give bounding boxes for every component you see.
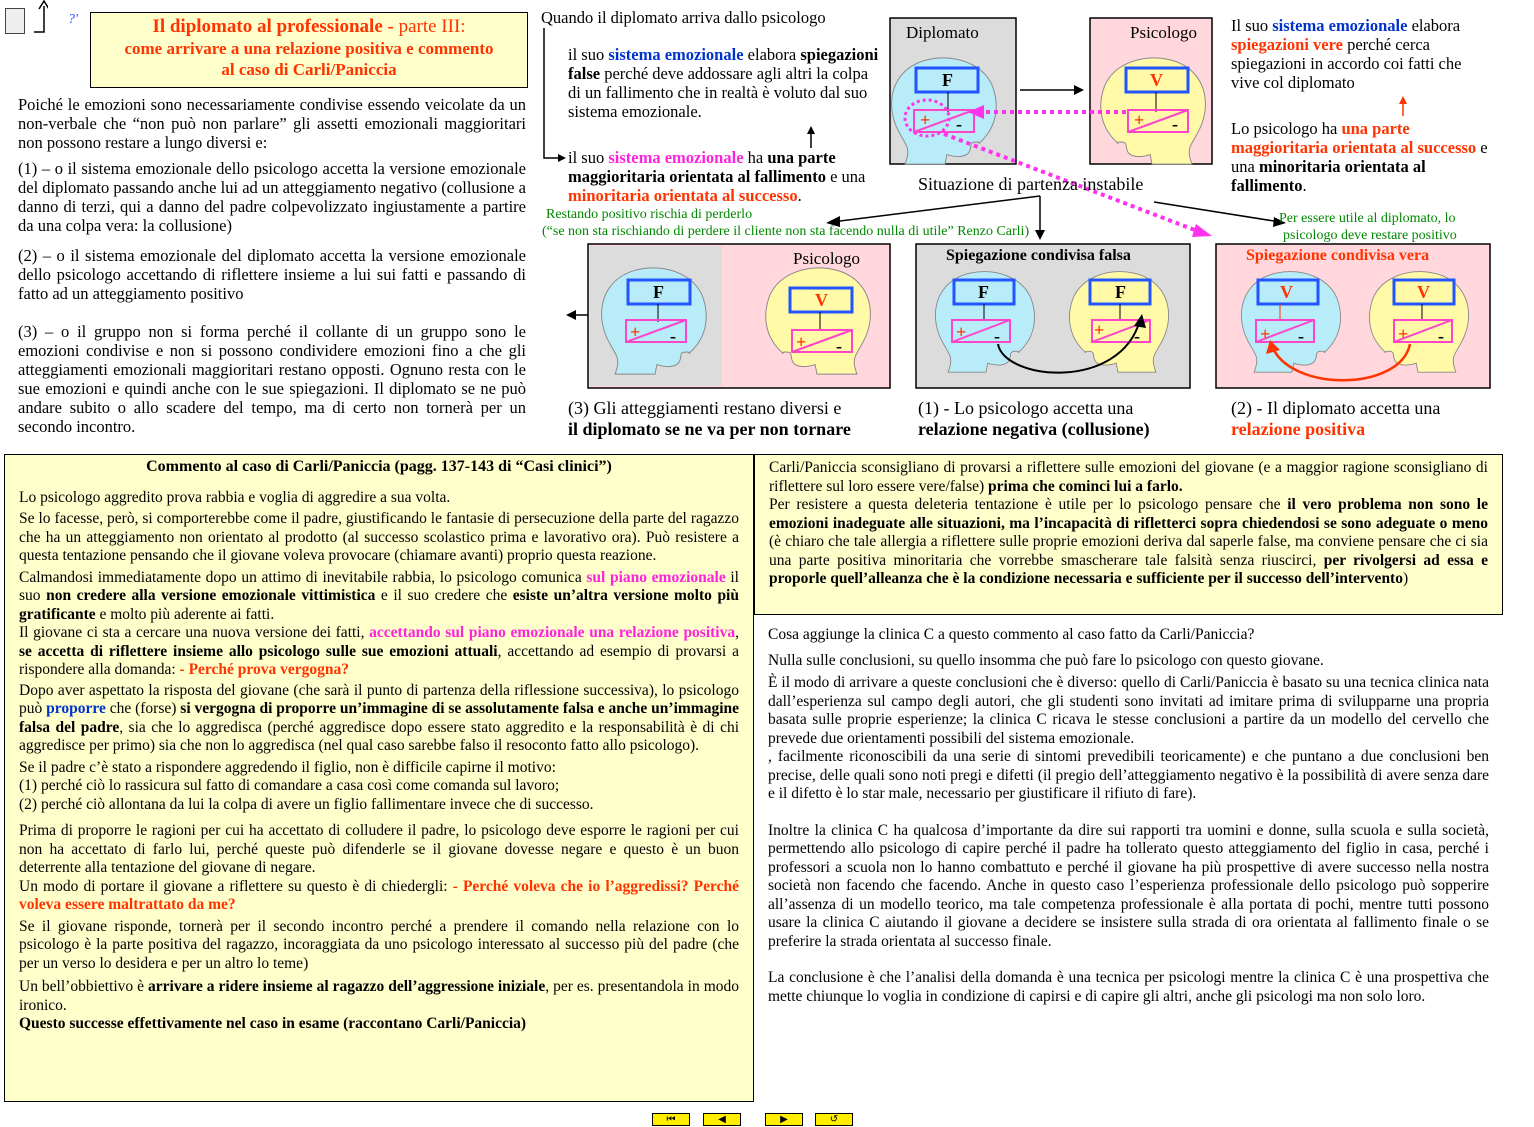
label-true: Spiegazione condivisa vera <box>1246 247 1430 264</box>
rb-p2: È il modo di arrivare a queste conclusioni che è diverso: quello di Carli/Paniccia è basato su una tecnica clinica nata dall’esperienza sul campo degli autori, che gli studenti sono invitati ad imitare prima di svilupparne una propria basata sulle proprie esperienze; la clinica C ricava le stesse conclusioni a partire da un modello del cervello che prevede due orientamenti possibili del sistema emozionale. <box>768 674 1489 747</box>
svg-text:+: + <box>1094 320 1105 340</box>
comment-p4: Il giovane ci sta a cercare una nuova versione dei fatti, accettando sul piano emozionale una relazione positiva, se accetta di riflettere insieme allo psicologo sulle sue emozioni attuali, accettando ad esempio di provarsi a rispondere alla domanda: - Perché prova vergogna? <box>19 624 739 678</box>
prev-page-button[interactable]: ◀ <box>703 1113 741 1126</box>
label-useful2: psicologo deve restare positivo <box>1283 228 1457 243</box>
page-subtitle: come arrivare a una relazione positiva e commento al caso di Carli/Paniccia <box>124 39 494 79</box>
rb-p5: La conclusione è che l’analisi della domanda è una tecnica per psicologi mentre la clinica C è una prospettiva che mette chiunque lo voglia in condizione di capirsi e di capire gli altri, anche gli psicologi ma non solo loro. <box>768 969 1489 1005</box>
svg-text:+: + <box>1260 324 1271 344</box>
svg-text:V: V <box>1280 282 1293 302</box>
scheme-d1: il suo sistema emozionale elabora spiegazioni false perché deve addossare agli altri la colpa di un fallimento che in realtà è voluto dal suo sistema emozionale. <box>568 45 879 121</box>
label-psicologo: Psicologo <box>1130 23 1198 42</box>
comment-p2: Se lo facesse, però, si comporterebbe come il padre, giustificando le fantasie di persecuzione della parte del ragazzo che ha un atteggiamento non orientato al prodotto (al successo scolastico prima e lavorativo ora). Può resistere a questa tentazione pensando che il giovane voleva provocare (chiamare avanti) proprio questa reazione. <box>19 510 739 564</box>
intro-p0: Poiché le emozioni sono necessariamente condivise essendo veicolate da un non-verbale che “non può non parlare” gli assetti emozionali maggioritari non possono restare a lungo diversi e: <box>18 95 526 152</box>
comment-p11: Questo successe effettivamente nel caso in esame (raccontano Carli/Paniccia) <box>19 1015 527 1032</box>
comment-p10: Un bell’obbiettivo è arrivare a ridere insieme al ragazzo dell’aggressione iniziale, per es. presentandola in modo ironico. <box>19 978 740 1014</box>
next-page-button[interactable]: ▶ <box>765 1113 803 1126</box>
label-useful1: Per essere utile al diplomato, lo <box>1279 211 1456 226</box>
caption-case2: (2) - Il diplomato accetta una relazione positiva <box>1231 398 1441 439</box>
page-title: Il diplomato al professionale - parte III: <box>152 16 466 37</box>
comment-p9: Se il giovane risponde, tornerà per il secondo incontro perché a prendere il comando nella relazione con lo psicologo è la parte positiva del ragazzo, incoraggiata da uno psicologo interessato al successo più del padre (che per un verso lo desidera e per un altro lo teme) <box>19 917 739 972</box>
back-button[interactable]: ↺ <box>815 1113 853 1126</box>
svg-text:F: F <box>653 282 664 302</box>
right-bottom <box>768 626 1489 1006</box>
comment-p3: Calmandosi immediatamente dopo un attimo di inevitabile rabbia, lo psicologo comunica sul piano emozionale il suo non credere alla versione emozionale vittimistica e il suo credere che esiste un’altra versione molto più gratificante e molto più aderente ai fatti. <box>19 568 739 623</box>
caption-case1: (1) - Lo psicologo accetta una relazione negativa (collusione) <box>918 398 1150 439</box>
svg-text:-: - <box>1298 326 1304 346</box>
svg-text:-: - <box>956 114 962 134</box>
label-false: Spiegazione condivisa falsa <box>946 247 1131 264</box>
label-risk2: (“se non sta rischiando di perdere il cliente non sta facendo nulla di utile” Renzo Carli) <box>542 224 1030 239</box>
label-F-start: F <box>942 70 953 90</box>
svg-text:-: - <box>670 326 676 346</box>
svg-text:-: - <box>836 336 842 356</box>
svg-text:+: + <box>630 322 641 342</box>
first-page-button[interactable]: ⏮ <box>652 1113 690 1126</box>
rb-p1: Nulla sulle conclusioni, su quello insomma che può fare lo psicologo con questo giovane. <box>768 651 1324 669</box>
comment-title: Commento al caso di Carli/Paniccia (pagg. 137-143 di “Casi clinici”) <box>146 458 612 475</box>
comment-box <box>4 454 754 1102</box>
comment-p7: Prima di proporre le ragioni per cui ha accettato di colludere il padre, lo psicologo deve esporre le ragioni per cui non ha accettato di farlo lui, perché queste può difenderle se il giovane dovesse negare e questo è un buon deterrente alla tentazione del giovane di negare. <box>19 822 739 876</box>
svg-text:+: + <box>796 332 807 352</box>
svg-text:F: F <box>1115 282 1126 302</box>
svg-text:+: + <box>956 322 967 342</box>
svg-text:-: - <box>994 326 1000 346</box>
svg-text:-: - <box>1438 326 1444 346</box>
label-diplomato: Diplomato <box>906 23 979 42</box>
svg-text:+: + <box>920 110 931 130</box>
scheme-r1: Il suo sistema emozionale elabora spiegazioni vere perché cerca spiegazioni in accordo coi fatti che vive col diplomato <box>1231 16 1462 92</box>
comment-p8: Un modo di portare il giovane a riflettere su questo è di chiedergli: - Perché voleva che io l’aggredissi? Perché voleva essere maltrattato da me? <box>19 877 739 913</box>
label-start: Situazione di partenza instabile <box>918 174 1144 194</box>
comment-p1: Lo psicologo aggredito prova rabbia e voglia di aggredire a sua volta. <box>19 488 451 506</box>
svg-text:V: V <box>1417 282 1430 302</box>
intro-p3: (3) – o il gruppo non si forma perché il collante di un gruppo sono le emozioni condivise e non si possono condividere emozioni fino a che gli atteggiamenti emozionali maggioritari restano opposti. Ognuno resta con le sue emozioni e quindi anche con le sue spiegazioni. Il diplomato se ne può andare subito o allo scadere del tempo, ma di certo non tornerà per un secondo incontro. <box>18 322 526 436</box>
intro-p2: (2) – o il sistema emozionale del diplomato accetta la versione emozionale dello psicologo accettando di riflettere insieme a lui sui fatti e passando di fatto ad un atteggiamento positivo <box>18 246 526 303</box>
comment-p6: Se il padre c’è stato a rispondere aggredendo il figlio, non è difficile capirne il motivo: (1) perché ciò lo rassicura sul fatto di comandare a casa così come comanda sul lavoro; (2) perché ciò allontana da lui la colpa di avere un figlio fallimentare invece che di successo. <box>19 758 594 813</box>
scheme-d2: il suo sistema emozionale ha una parte maggioritaria orientata al fallimento e una minoritaria orientata al successo. <box>568 148 866 205</box>
svg-text:V: V <box>815 290 828 310</box>
intro-p1: (1) – o il sistema emozionale dello psicologo accetta la versione emozionale del diplomato passando anche lui ad un atteggiamento negativo (collusione a danno di terzi, qui a danno del padre colpevolizzato ingiustamente a partire da una colpa vera: la collusione) <box>18 159 526 235</box>
svg-text:-: - <box>1134 326 1140 346</box>
scheme-when: Quando il diplomato arriva dallo psicologo <box>541 8 826 27</box>
rb-p4: Inoltre la clinica C ha qualcosa d’importante da dire sui rapporti tra uomini e donne, sulla scuola e sulla società, permettendo allo psicologo di capire perché il padre ha tollerato questo atteggiamento del figlio in casa, perché i professori a scuola non lo hanno combattuto e perché il giovane ha più prospettive di avere successo nella nostra società non facendo che facendo. Anche in questo caso l’esperienza professionale dello psicologo può sopperire all’assenza di un modello teorico, ma tale competenza professionale è alla portata di pochi, mentre tutti possono usare la clinica C aiutando il giovane a decidere se insistere sulla strada di ora orientata al fallimento finale o se preferire la strada orientata al successo finale. <box>768 821 1489 950</box>
scheme-r2: Lo psicologo ha una parte maggioritaria orientata al successo e una minoritaria orientata al fallimento. <box>1231 119 1488 195</box>
caption-case3: (3) Gli atteggiamenti restano diversi e il diplomato se ne va per non tornare <box>568 398 851 439</box>
comment-p5: Dopo aver aspettato la risposta del giovane (che sarà il punto di partenza della riflessione successiva), lo psicologo può proporre che (forse) si vergogna di proporre un’immagine di se assolutamente falsa e anche un’immagine falsa del padre, sia che lo aggredisca (perché aggredisce dopo essere stato aggredito e la responsabilità è di chi aggredisce per primo) sia che non lo aggredisca (nel qual caso sarebbe falso il resoconto fatto allo psicologo). <box>19 681 740 754</box>
svg-text:-: - <box>1172 114 1178 134</box>
svg-text:+: + <box>1398 324 1409 344</box>
label-risk1: Restando positivo rischia di perderlo <box>546 207 753 222</box>
rb-p3: , facilmente riconoscibili da una serie di sintomi prevedibili teoricamente) e che puntano a due conclusioni ben precise, delle quali sono noti pregi e difetti (il pregio dell’atteggiamento negativo è la possibilità di avere senza dare e il difetto è lo star male, necessario per giustificare il rifiuto di fare). <box>768 748 1489 802</box>
right-top-box: Carli/Paniccia sconsigliano di provarsi a riflettere sulle emozioni del giovane (e a maggior ragione sconsigliano di riflettere sul loro essere vere/false) prima che cominci lui a farlo. Per resistere a questa deleteria tentazione è utile per lo psicologo pensare che il vero problema non sono le emozioni inadeguate alle situazioni, ma l’incapacità di rifletterci sopra chiedendosi se sono adeguate o meno (è chiaro che tale allergia a riflettere sulle proprie emozioni deriva dal saperle false, ma conviene pensare che ci sia una parte positiva minoritaria che vorrebbe smascherare tale falsità senza riuscirci, per rivolgersi ad essa e proporle quell’alleanza che è la condizione necessaria e sufficiente per il successo dell’intervento) <box>754 454 1503 615</box>
svg-text:+: + <box>1134 110 1145 130</box>
label-V-start: V <box>1150 70 1163 90</box>
diagram <box>0 0 1534 450</box>
svg-text:Psicologo: Psicologo <box>793 249 861 268</box>
svg-text:F: F <box>978 282 989 302</box>
help-link[interactable]: ?' <box>68 12 78 27</box>
rb-question: Cosa aggiunge la clinica C a questo commento al caso fatto da Carli/Paniccia? <box>768 626 1255 643</box>
